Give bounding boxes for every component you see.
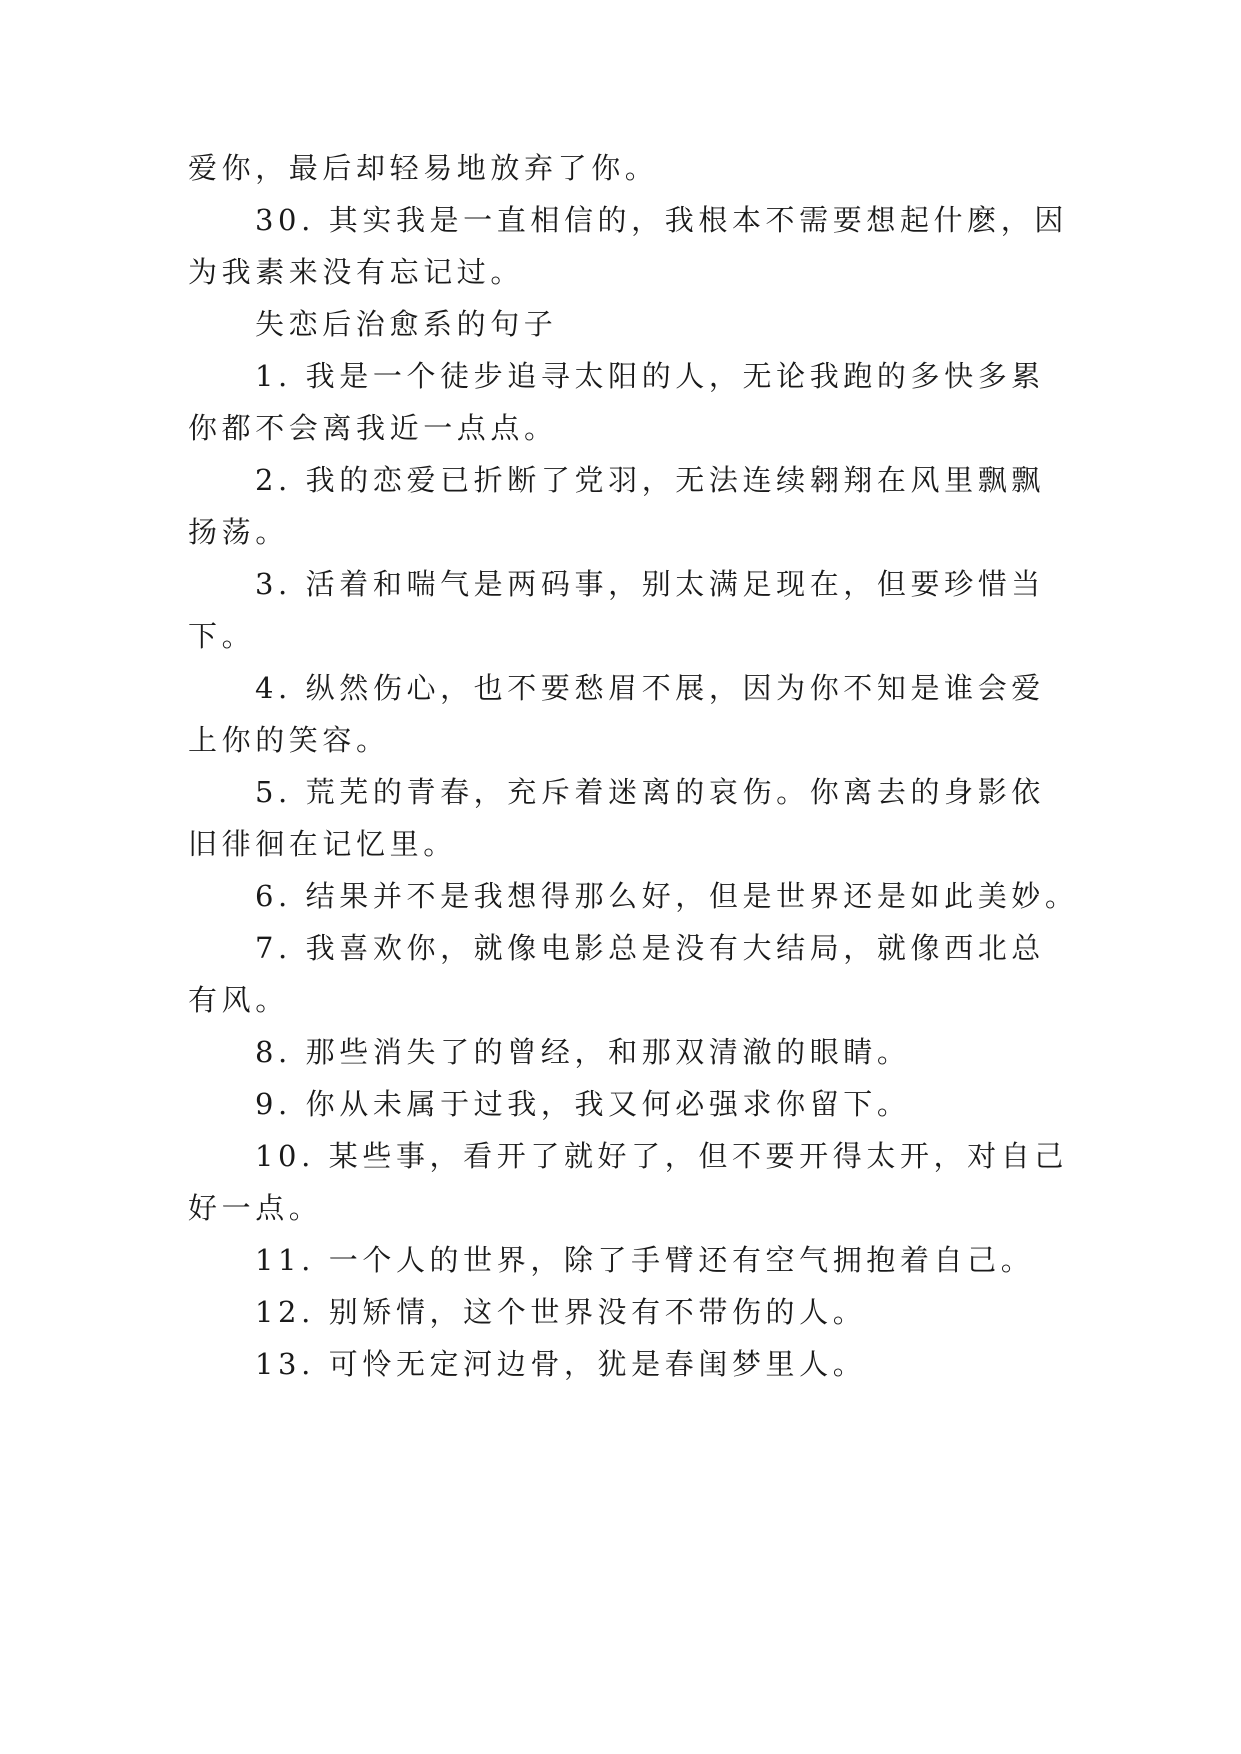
text-line: 为我素来没有忘记过。 xyxy=(188,255,525,289)
text-line: 9. 你从未属于过我，我又何必强求你留下。 xyxy=(255,1087,911,1121)
text-line: 有风。 xyxy=(188,983,289,1017)
text-line: 上你的笑容。 xyxy=(188,723,390,757)
text-line: 扬荡。 xyxy=(188,515,289,549)
text-line: 旧徘徊在记忆里。 xyxy=(188,827,457,861)
text-line: 4. 纵然伤心，也不要愁眉不展，因为你不知是谁会爱 xyxy=(255,671,1045,705)
text-line: 3. 活着和喘气是两码事，别太满足现在，但要珍惜当 xyxy=(255,567,1045,601)
text-line: 好一点。 xyxy=(188,1191,323,1225)
text-line: 10. 某些事，看开了就好了，但不要开得太开，对自己 xyxy=(255,1139,1068,1173)
text-line: 下。 xyxy=(188,619,256,653)
text-line: 30. 其实我是一直相信的，我根本不需要想起什麽，因 xyxy=(255,203,1068,237)
text-line: 爱你，最后却轻易地放弃了你。 xyxy=(188,151,659,185)
text-line: 5. 荒芜的青春，充斥着迷离的哀伤。你离去的身影依 xyxy=(255,775,1045,809)
text-line: 8. 那些消失了的曾经，和那双清澈的眼睛。 xyxy=(255,1035,911,1069)
section-heading: 失恋后治愈系的句子 xyxy=(255,307,558,341)
text-line: 11. 一个人的世界，除了手臂还有空气拥抱着自己。 xyxy=(255,1243,1035,1277)
text-line: 你都不会离我近一点点。 xyxy=(188,411,558,445)
text-line: 13. 可怜无定河边骨，犹是春闺梦里人。 xyxy=(255,1347,867,1381)
text-line: 12. 别矫情，这个世界没有不带伤的人。 xyxy=(255,1295,867,1329)
text-line: 2. 我的恋爱已折断了党羽，无法连续翱翔在风里飘飘 xyxy=(255,463,1045,497)
text-line: 7. 我喜欢你，就像电影总是没有大结局，就像西北总 xyxy=(255,931,1045,965)
text-line: 6. 结果并不是我想得那么好，但是世界还是如此美妙。 xyxy=(255,879,1079,913)
text-line: 1. 我是一个徒步追寻太阳的人，无论我跑的多快多累 xyxy=(255,359,1045,393)
